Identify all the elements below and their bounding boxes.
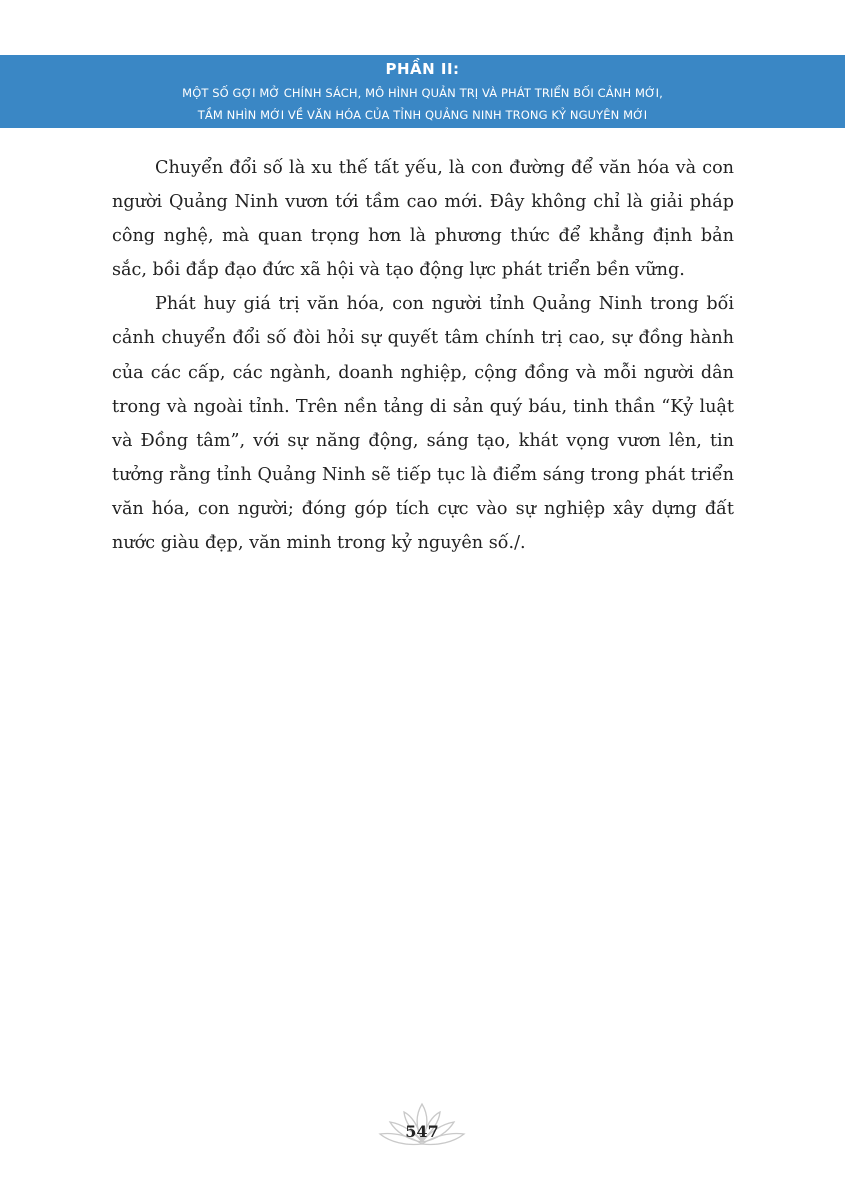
body-text — [112, 151, 734, 560]
section-header-banner — [0, 55, 845, 128]
paragraph-2: Phát huy giá trị văn hóa, con người tỉnh Quảng Ninh trong bối cảnh chuyển đổi số đòi hỏi sự quyết tâm chính trị cao, sự đồng hành của các cấp, các ngành, doanh nghiệp, cộng đồng và mỗi người dân trong và ngoài tỉnh. Trên nền tảng di sản quý báu, tinh thần “Kỷ luật và Đồng tâm”, với sự năng động, sáng tạo, khát vọng vươn lên, tin tưởng rằng tỉnh Quảng Ninh sẽ tiếp tục là điểm sáng trong phát triển văn hóa, con người; đóng góp tích cực vào sự nghiệp xây dựng đất nước giàu đẹp, văn minh trong kỷ nguyên số./. — [112, 294, 734, 554]
part-subtitle-line-2: TẦM NHÌN MỚI VỀ VĂN HÓA CỦA TỈNH QUẢNG NINH TRONG KỶ NGUYÊN MỚI — [197, 108, 648, 122]
paragraph-1: Chuyển đổi số là xu thế tất yếu, là con đường để văn hóa và con người Quảng Ninh vươn tới tầm cao mới. Đây không chỉ là giải pháp công nghệ, mà quan trọng hơn là phương thức để khẳng định bản sắc, bồi đắp đạo đức xã hội và tạo động lực phát triển bền vững. — [112, 158, 734, 281]
part-subtitle-line-1: MỘT SỐ GỢI MỞ CHÍNH SÁCH, MÔ HÌNH QUẢN TRỊ VÀ PHÁT TRIỂN BỐI CẢNH MỚI, — [182, 86, 663, 100]
page-number: 547 — [405, 1122, 439, 1141]
part-title: PHẦN II: — [385, 60, 460, 78]
page-footer — [372, 1100, 472, 1160]
